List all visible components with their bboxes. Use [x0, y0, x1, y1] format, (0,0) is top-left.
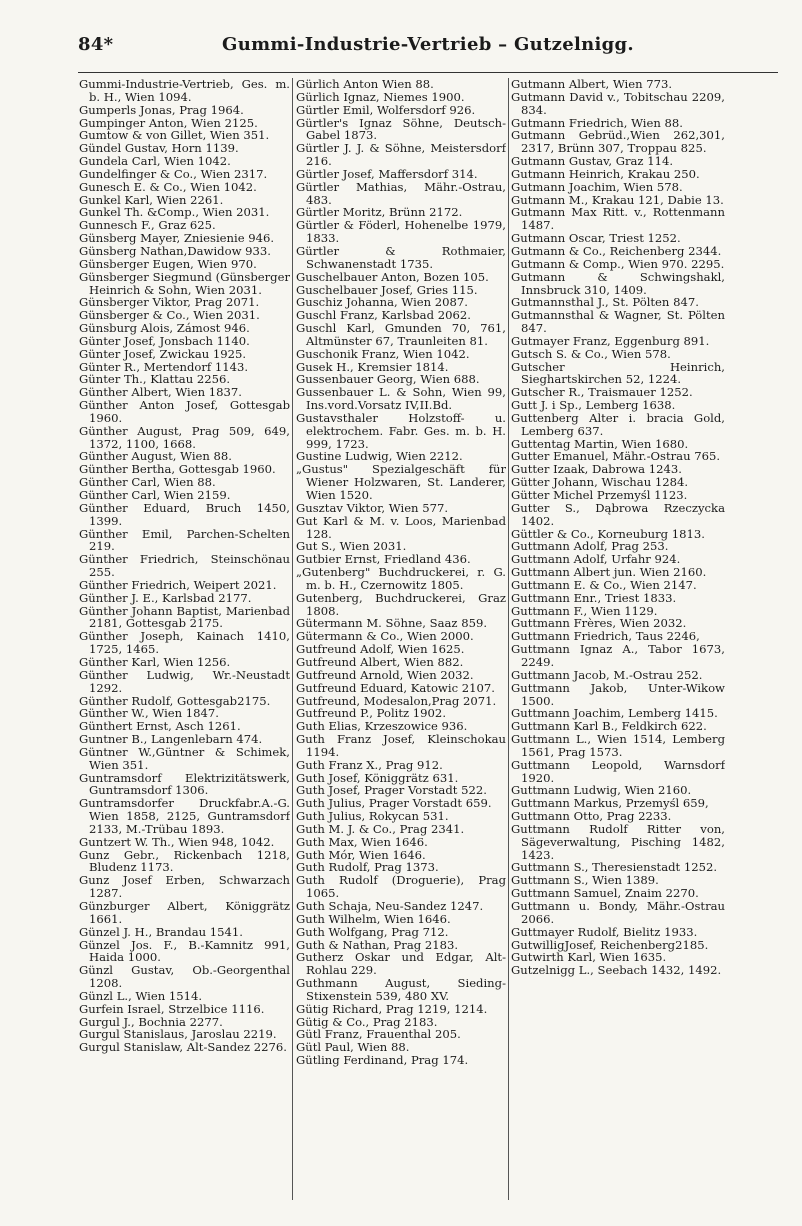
directory-entry: Gumpinger Anton, Wien 2125.	[79, 115, 258, 130]
directory-entry: Gutfreund Adolf, Wien 1625.	[296, 642, 465, 657]
directory-entry: „Gustus" Spezialgeschäft für Wiener Holzwaren, St. Landerer, Wien 1520.	[296, 462, 506, 502]
directory-entry: Guschelbauer Anton, Bozen 105.	[296, 269, 489, 284]
directory-entry: Guttmann Ignaz A., Tabor 1673, 2249.	[511, 642, 725, 669]
directory-entry: Günsberg Mayer, Zniesienie 946.	[79, 231, 275, 246]
directory-entry: Guth Franz Josef, Kleinschokau 1194.	[296, 732, 506, 759]
directory-entry: Gutmann M., Krakau 121, Dabie 13.	[511, 192, 724, 207]
directory-entry: Gundelfinger & Co., Wien 2317.	[79, 166, 268, 181]
directory-entry: Guthmann August, Sieding-Stixenstein 539, 480 XV.	[296, 976, 506, 1003]
page-title: Gummi-Industrie-Vertrieb – Gutzelnigg.	[222, 34, 634, 55]
directory-entry: Gütling Ferdinand, Prag 174.	[296, 1053, 469, 1067]
directory-entry: Guntner B., Langenlebarn 474.	[79, 732, 263, 747]
directory-entry: Gutmayer Franz, Eggenburg 891.	[511, 333, 710, 348]
directory-entry: Gusek H., Kremsier 1814.	[296, 359, 449, 374]
directory-entry: Gutfreund Arnold, Wien 2032.	[296, 667, 474, 682]
directory-entry: Guttmann Karl B., Feldkirch 622.	[511, 719, 707, 734]
directory-entry: Guntramsdorf Elektrizitätswerk, Guntramsdorf 1306.	[79, 770, 290, 798]
directory-entry: Guttmann S., Wien 1389.	[511, 873, 659, 888]
directory-entry: Günsberger Siegmund (Günsberger Heinrich & Sohn, Wien 2031.	[79, 269, 290, 297]
directory-entry: Gustavsthaler Holzstoff- u. elektrochem. Fabr. Ges. m. b. H. 999, 1723.	[296, 410, 506, 451]
directory-entry: Gummi-Industrie-Vertrieb, Ges. m. b. H., Wien 1094.	[79, 78, 290, 104]
directory-entry: Gütter Johann, Wischau 1284.	[511, 475, 689, 490]
directory-entry: Guttmann Joachim, Lemberg 1415.	[511, 706, 718, 721]
directory-entry: Günsberger & Co., Wien 2031.	[79, 308, 260, 323]
directory-entry: Gütig Richard, Prag 1219, 1214.	[296, 1001, 488, 1016]
directory-entry: Gutenberg, Buchdruckerei, Graz 1808.	[296, 590, 506, 618]
directory-entry: Guttmann Adolf, Urfahr 924.	[511, 552, 681, 567]
directory-entry: Guttmann Leopold, Warnsdorf 1920.	[511, 757, 725, 785]
directory-entry: Gürtler & Föderl, Hohenelbe 1979, 1833.	[296, 218, 506, 246]
directory-entry: Günter Josef, Jonsbach 1140.	[79, 333, 250, 348]
directory-entry: Gutscher Heinrich, Sieghartskirchen 52, 1224.	[511, 359, 725, 387]
directory-entry: Guttmann Jakob, Unter-Wikow 1500.	[511, 680, 725, 708]
directory-entry: Gürlich Anton Wien 88.	[296, 78, 434, 91]
directory-entry: Günzburger Albert, Königgrätz 1661.	[79, 899, 290, 926]
directory-entry: Guth Julius, Prager Vorstadt 659.	[296, 796, 492, 811]
directory-entry: Gutzelnigg L., Seebach 1432, 1492.	[511, 963, 722, 978]
directory-entry: Gutmann & Schwingshakl, Innsbruck 310, 1409.	[511, 269, 725, 297]
directory-entry: Gütter Michel Przemyśl 1123.	[511, 488, 688, 502]
directory-entry: Guth Rudolf (Droguerie), Prag 1065.	[296, 873, 506, 901]
directory-entry: Güttler & Co., Korneuburg 1813.	[511, 526, 705, 541]
directory-entry: Gutmann Heinrich, Krakau 250.	[511, 166, 700, 181]
directory-entry: Gumtow & von Gillet, Wien 351.	[79, 128, 270, 143]
directory-entry: Guth & Nathan, Prag 2183.	[296, 937, 459, 952]
directory-entry: Günther W., Wien 1847.	[79, 706, 219, 721]
directory-entry: Gurgul Stanislaw, Alt-Sandez 2276.	[79, 1040, 287, 1055]
directory-entry: Guntramsdorfer Druckfabr.A.-G. Wien 1858, 2125, Guntramsdorf 2133, M.-Trübau 1893.	[79, 796, 290, 836]
directory-entry: Guth Rudolf, Prag 1373.	[296, 860, 439, 875]
directory-entry: Günthert Ernst, Asch 1261.	[79, 719, 241, 734]
directory-entry: Gut Karl & M. v. Loos, Marienbad 128.	[296, 513, 506, 541]
directory-entry: Günther Bertha, Gottesgab 1960.	[79, 462, 276, 477]
directory-entry: Guttmann S., Theresienstadt 1252.	[511, 860, 718, 875]
directory-entry: Gut S., Wien 2031.	[296, 539, 407, 554]
directory-entry: Günsberger Eugen, Wien 970.	[79, 256, 257, 271]
column-1	[79, 78, 290, 1054]
directory-entry: Gusztav Viktor, Wien 577.	[296, 500, 449, 515]
directory-entry: Gündel Gustav, Horn 1139.	[79, 141, 239, 156]
directory-entry: Günther Ludwig, Wr.-Neustadt 1292.	[79, 667, 290, 695]
directory-entry: Günther Friedrich, Weipert 2021.	[79, 577, 277, 592]
directory-entry: Guttmann Adolf, Prag 253.	[511, 539, 669, 554]
directory-entry: Günther August, Wien 88.	[79, 449, 232, 464]
directory-entry: Guth Wolfgang, Prag 712.	[296, 924, 449, 939]
directory-entry: Guttmann Jacob, M.-Ostrau 252.	[511, 667, 703, 682]
column-divider-2	[508, 78, 509, 1200]
directory-entry: Gutmann Albert, Wien 773.	[511, 78, 673, 91]
directory-entry: Günter Josef, Zwickau 1925.	[79, 346, 247, 361]
directory-entry: Gutmann Oscar, Triest 1252.	[511, 231, 681, 246]
directory-entry: Guschl Karl, Gmunden 70, 761, Altmünster 67, Traunleiten 81.	[296, 321, 506, 348]
directory-entry: Gürtler Moritz, Brünn 2172.	[296, 205, 463, 220]
directory-entry: Gumperls Jonas, Prag 1964.	[79, 102, 244, 117]
directory-entry: Gutscher R., Traismauer 1252.	[511, 385, 693, 400]
directory-entry: Gürtler Josef, Maffersdorf 314.	[296, 166, 478, 181]
directory-entry: Guttenberg Alter i. bracia Gold, Lemberg 637.	[511, 410, 725, 438]
directory-entry: Günsberg Nathan,Dawidow 933.	[79, 243, 271, 258]
directory-entry: Gürlich Ignaz, Niemes 1900.	[296, 89, 465, 104]
directory-entry: Günther Carl, Wien 2159.	[79, 488, 231, 502]
directory-entry: GutwilligJosef, Reichenberg2185.	[511, 937, 709, 952]
directory-entry: Guttmann Friedrich, Taus 2246,	[511, 629, 700, 644]
directory-entry: Gutfreund P., Politz 1902.	[296, 706, 446, 721]
directory-entry: Guttmann Frères, Wien 2032.	[511, 616, 687, 631]
directory-entry: Guttmann Albert jun. Wien 2160.	[511, 565, 707, 580]
directory-entry: Guth Julius, Rokycan 531.	[296, 809, 449, 824]
directory-entry: Gurfein Israel, Strzelbice 1116.	[79, 1001, 265, 1016]
directory-entry: Guth Franz X., Prag 912.	[296, 757, 443, 772]
directory-entry: Guttmann Otto, Prag 2233.	[511, 809, 672, 824]
directory-entry: Gunkel Karl, Wien 2261.	[79, 192, 224, 207]
directory-entry: Gutfreund Albert, Wien 882.	[296, 654, 464, 669]
directory-entry: Gunesch E. & Co., Wien 1042.	[79, 179, 257, 194]
directory-entry: Günter Th., Klattau 2256.	[79, 372, 231, 387]
directory-entry: Günther Johann Baptist, Marienbad 2181, Gottesgab 2175.	[79, 603, 290, 631]
directory-entry: Guttentag Martin, Wien 1680.	[511, 436, 689, 451]
directory-entry: Günzl Gustav, Ob.-Georgenthal 1208.	[79, 963, 290, 991]
directory-entry: Guschelbauer Josef, Gries 115.	[296, 282, 478, 297]
directory-entry: Günther Emil, Parchen-Schelten 219.	[79, 526, 290, 554]
column-2	[296, 78, 506, 1067]
directory-entry: Gutter Emanuel, Mähr.-Ostrau 765.	[511, 449, 721, 464]
directory-entry: Gürtler Emil, Wolfersdorf 926.	[296, 102, 476, 117]
directory-entry: Günther Joseph, Kainach 1410, 1725, 1465.	[79, 629, 290, 657]
directory-entry: Gustine Ludwig, Wien 2212.	[296, 449, 463, 464]
directory-entry: Guschl Franz, Karlsbad 2062.	[296, 308, 471, 323]
directory-entry: Guttmann Rudolf Ritter von, Sägeverwaltung, Pisching 1482, 1423.	[511, 821, 725, 862]
directory-entry: Gundela Carl, Wien 1042.	[79, 154, 231, 169]
directory-entry: Gunkel Th. &Comp., Wien 2031.	[79, 205, 270, 220]
directory-entry: Gütermann M. Söhne, Saaz 859.	[296, 616, 488, 631]
directory-entry: Guttmann Markus, Przemyśl 659,	[511, 796, 709, 811]
directory-entry: Günther Friedrich, Steinschönau 255.	[79, 552, 290, 580]
directory-entry: Gürtler's Ignaz Söhne, Deutsch-Gabel 1873.	[296, 115, 506, 143]
directory-entry: Gunz Gebr., Rickenbach 1218, Bludenz 1173.	[79, 847, 290, 875]
directory-entry: Günther Carl, Wien 88.	[79, 475, 216, 490]
column-3	[511, 78, 725, 977]
directory-entry: Gürtler & Rothmaier, Schwanenstadt 1735.	[296, 243, 506, 271]
directory-entry: Guttmann Enr., Triest 1833.	[511, 590, 677, 605]
directory-entry: Gutbier Ernst, Friedland 436.	[296, 552, 471, 567]
directory-entry: Gutmannsthal J., St. Pölten 847.	[511, 295, 699, 310]
directory-entry: Guth Schaja, Neu-Sandez 1247.	[296, 899, 484, 913]
directory-entry: Gutherz Oskar und Edgar, Alt-Rohlau 229.	[296, 950, 506, 978]
directory-entry: Gussenbauer Georg, Wien 688.	[296, 372, 480, 387]
directory-entry: Gutmann Joachim, Wien 578.	[511, 179, 683, 194]
page-header	[78, 32, 778, 62]
directory-entry: Gutfreund, Modesalon,Prag 2071.	[296, 693, 497, 708]
directory-entry: Gutfreund Eduard, Katowic 2107.	[296, 680, 495, 695]
directory-entry: Günter R., Mertendorf 1143.	[79, 359, 249, 374]
directory-entry: Gütl Franz, Frauenthal 205.	[296, 1027, 461, 1042]
directory-entry: Günther August, Prag 509, 649, 1372, 1100, 1668.	[79, 423, 290, 451]
directory-entry: Günther Anton Josef, Gottesgab 1960.	[79, 398, 290, 425]
directory-entry: Guth Josef, Königgrätz 631.	[296, 770, 459, 785]
directory-entry: Günther Albert, Wien 1837.	[79, 385, 242, 400]
directory-entry: Guth M. J. & Co., Prag 2341.	[296, 821, 465, 836]
directory-entry: Gutmann Gustav, Graz 114.	[511, 154, 674, 169]
directory-entry: Guttmann Samuel, Znaim 2270.	[511, 886, 699, 901]
directory-entry: Guth Mór, Wien 1646.	[296, 847, 426, 862]
directory-entry: Gutter Izaak, Dabrowa 1243.	[511, 462, 682, 477]
directory-entry: Gutter S., Dąbrowa Rzeczycka 1402.	[511, 500, 725, 528]
directory-entry: Gütermann & Co., Wien 2000.	[296, 629, 474, 644]
directory-entry: Guth Elias, Krzeszowice 936.	[296, 719, 468, 734]
directory-entry: Gutmann David v., Tobitschau 2209, 834.	[511, 89, 725, 117]
directory-entry: Guschonik Franz, Wien 1042.	[296, 346, 470, 361]
page-number: 84*	[78, 34, 114, 55]
directory-entry: „Gutenberg" Buchdruckerei, r. G. m. b. H., Czernowitz 1805.	[296, 565, 506, 592]
directory-entry: Guttmann u. Bondy, Mähr.-Ostrau 2066.	[511, 899, 725, 926]
directory-entry: Gutmann Friedrich, Wien 88.	[511, 115, 683, 130]
directory-entry: Gürtler Mathias, Mähr.-Ostrau, 483.	[296, 179, 506, 207]
directory-entry: Gutmann & Co., Reichenberg 2344.	[511, 243, 722, 258]
directory-entry: Günther Karl, Wien 1256.	[79, 654, 231, 669]
directory-entry: Guttmann L., Wien 1514, Lemberg 1561, Prag 1573.	[511, 732, 725, 759]
directory-entry: Guth Wilhelm, Wien 1646.	[296, 911, 451, 926]
directory-entry: Gürtler J. J. & Söhne, Meistersdorf 216.	[296, 141, 506, 169]
directory-entry: Günzel J. H., Brandau 1541.	[79, 924, 243, 939]
directory-entry: Günther J. E., Karlsbad 2177.	[79, 590, 252, 605]
directory-entry: Gurgul J., Bochnia 2277.	[79, 1014, 223, 1029]
directory-entry: Gutmannsthal & Wagner, St. Pölten 847.	[511, 308, 725, 336]
directory-entry: Guttmann E. & Co., Wien 2147.	[511, 577, 697, 592]
directory-entry: Guttmann Ludwig, Wien 2160.	[511, 783, 692, 798]
directory-entry: Günther Rudolf, Gottesgab2175.	[79, 693, 271, 708]
directory-entry: Gunz Josef Erben, Schwarzach 1287.	[79, 873, 290, 901]
directory-entry: Gurgul Stanislaus, Jaroslau 2219.	[79, 1027, 277, 1042]
directory-entry: Gutwirth Karl, Wien 1635.	[511, 950, 667, 965]
directory-entry: Gussenbauer L. & Sohn, Wien 99, Ins.vord.Vorsatz IV,II.Bd.	[296, 385, 506, 413]
directory-entry: Guth Max, Wien 1646.	[296, 834, 428, 849]
directory-entry: Günsberger Viktor, Prag 2071.	[79, 295, 260, 310]
directory-entry: Günther Eduard, Bruch 1450, 1399.	[79, 500, 290, 528]
directory-entry: Günzl L., Wien 1514.	[79, 988, 203, 1003]
directory-entry: Gutmann & Comp., Wien 970. 2295.	[511, 256, 725, 271]
directory-entry: Gutsch S. & Co., Wien 578.	[511, 346, 671, 361]
directory-entry: Guttmayer Rudolf, Bielitz 1933.	[511, 924, 698, 939]
directory-entry: Gütl Paul, Wien 88.	[296, 1040, 410, 1055]
directory-entry: Güntner W.,Güntner & Schimek, Wien 351.	[79, 744, 290, 772]
directory-entry: Gutmann Max Ritt. v., Rottenmann 1487.	[511, 205, 725, 233]
directory-entry: Guttmann F., Wien 1129.	[511, 603, 658, 618]
directory-entry: Guth Josef, Prager Vorstadt 522.	[296, 783, 487, 798]
directory-entry: Guschiz Johanna, Wien 2087.	[296, 295, 468, 310]
column-divider-1	[292, 78, 293, 1200]
directory-entry: Günsburg Alois, Zámost 946.	[79, 321, 250, 336]
directory-entry: Gunnesch F., Graz 625.	[79, 218, 216, 233]
directory-entry: Gutt J. i Sp., Lemberg 1638.	[511, 398, 676, 413]
directory-entry: Gutmann Gebrüd.,Wien 262,301, 2317, Brünn 307, Troppau 825.	[511, 128, 725, 156]
directory-entry: Guntzert W. Th., Wien 948, 1042.	[79, 834, 275, 849]
directory-entry: Gütig & Co., Prag 2183.	[296, 1014, 438, 1029]
directory-entry: Günzel Jos. F., B.-Kamnitz 991, Haida 1000.	[79, 937, 290, 965]
header-rule	[78, 72, 778, 73]
